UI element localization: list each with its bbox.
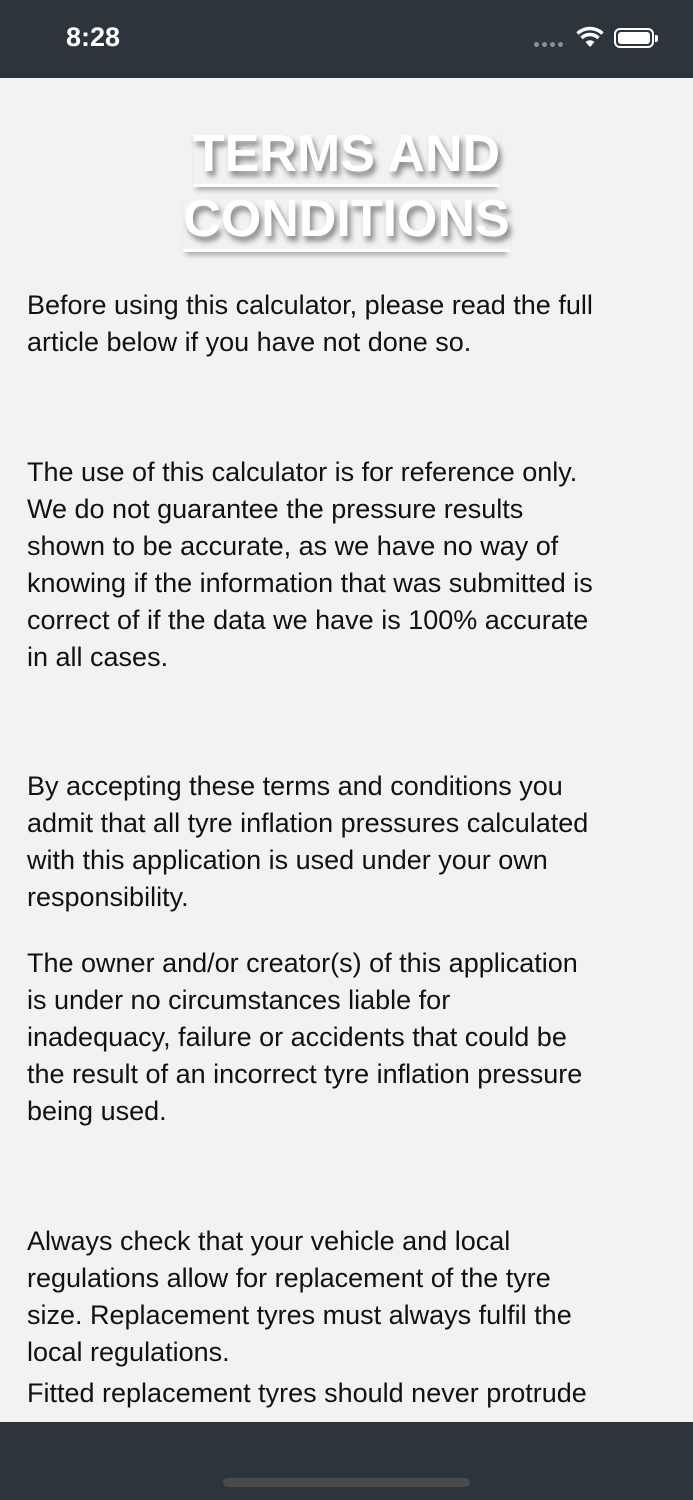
cellular-signal-icon xyxy=(534,42,563,47)
text-line: inadequacy, failure or accidents that could be xyxy=(27,1022,567,1052)
paragraph-reference xyxy=(27,454,593,676)
bottom-bar xyxy=(0,1422,693,1500)
status-bar xyxy=(0,0,693,78)
text-line: article below if you have not done so. xyxy=(27,327,472,357)
text-line: Always check that your vehicle and local xyxy=(27,1226,511,1256)
text-line: We do not guarantee the pressure results xyxy=(27,494,524,524)
battery-icon xyxy=(614,28,654,48)
status-time: 8:28 xyxy=(66,22,121,52)
text-line: regulations allow for replacement of the tyre xyxy=(27,1263,551,1293)
home-indicator[interactable] xyxy=(223,1478,470,1487)
text-line: in all cases. xyxy=(27,642,169,672)
text-line: being used. xyxy=(27,1096,167,1126)
text-line: shown to be accurate, as we have no way of xyxy=(27,531,559,561)
title-line: CONDITIONS xyxy=(183,189,509,252)
text-line: The use of this calculator is for reference only. xyxy=(27,457,578,487)
wifi-icon xyxy=(576,26,604,48)
text-line: knowing if the information that was submitted is xyxy=(27,568,593,598)
text-line: the result of an incorrect tyre inflation pressure xyxy=(27,1059,583,1089)
paragraph-intro xyxy=(27,287,593,361)
text-line: size. Replacement tyres must always fulfil the xyxy=(27,1300,572,1330)
paragraph-accepting xyxy=(27,768,588,916)
text-line: By accepting these terms and conditions you xyxy=(27,771,563,801)
text-line: admit that all tyre inflation pressures calculated xyxy=(27,808,589,838)
text-line: local regulations. xyxy=(27,1337,230,1367)
text-line: with this application is used under your own xyxy=(27,845,548,875)
paragraph-fitted xyxy=(27,1375,587,1412)
page-title xyxy=(0,122,693,252)
paragraph-regulations xyxy=(27,1223,572,1371)
text-line: correct of if the data we have is 100% accurate xyxy=(27,605,589,635)
text-line: Before using this calculator, please read the full xyxy=(27,290,593,320)
text-line: is under no circumstances liable for xyxy=(27,985,451,1015)
title-line: TERMS AND xyxy=(193,124,500,187)
text-line: Fitted replacement tyres should never protrude xyxy=(27,1378,587,1408)
paragraph-liability xyxy=(27,945,582,1130)
text-line: responsibility. xyxy=(27,882,189,912)
text-line: The owner and/or creator(s) of this application xyxy=(27,948,578,978)
